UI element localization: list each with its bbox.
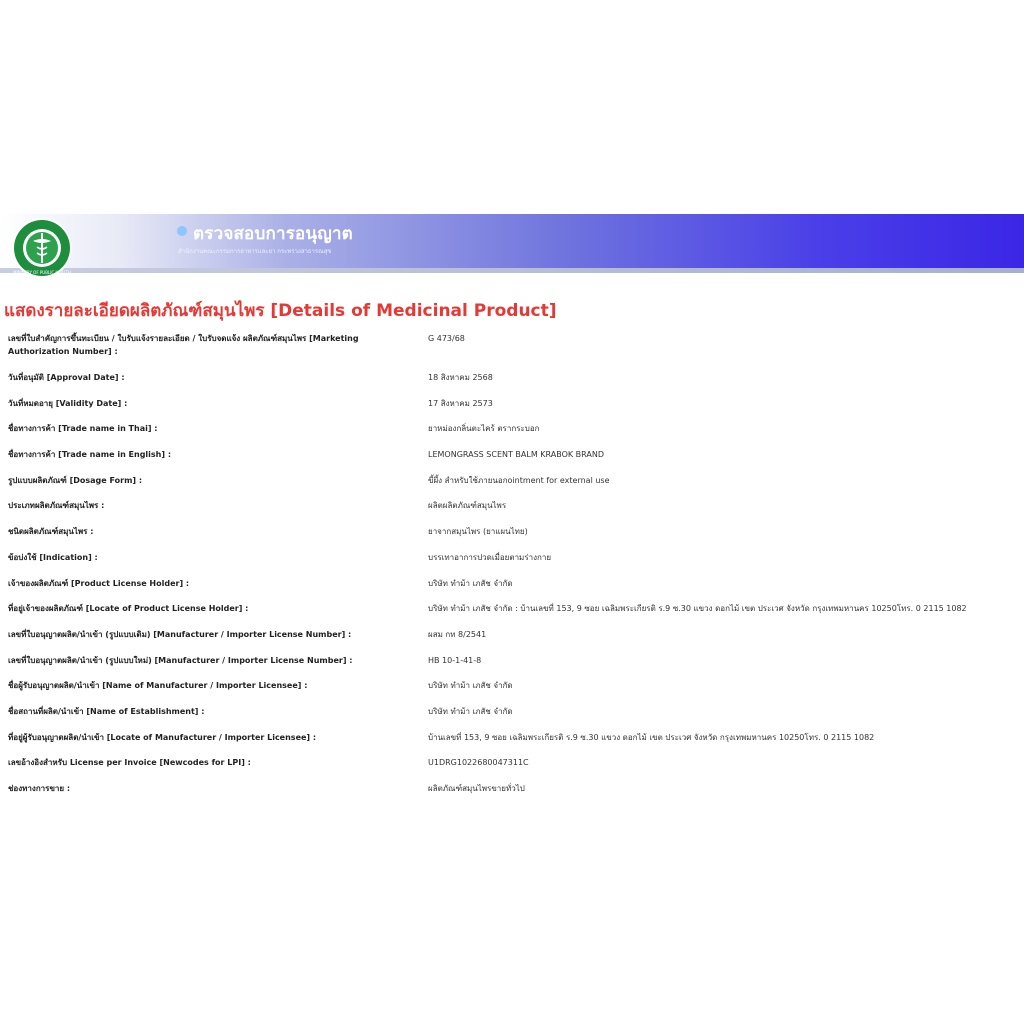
detail-row-product-type [8, 525, 1018, 551]
detail-value: ผสม กท 8/2541 [428, 629, 487, 639]
detail-row-indication [8, 551, 1018, 577]
detail-value: 17 สิงหาคม 2573 [428, 398, 493, 408]
detail-label: รูปแบบผลิตภัณฑ์ [Dosage Form] : [8, 475, 143, 485]
detail-label: ช่องทางการขาย : [8, 784, 71, 793]
detail-row-license-number-new [8, 654, 1018, 680]
detail-row-product-category [8, 499, 1018, 525]
detail-value: 18 สิงหาคม 2568 [428, 373, 493, 382]
detail-label: เลขที่ใบอนุญาตผลิต/นำเข้า (รูปแบบใหม่) [Manufacturer / Importer License Number] : [8, 655, 353, 665]
detail-label: ที่อยู่ผู้รับอนุญาตผลิต/นำเข้า [Locate of Manufacturer / Importer Licensee] : [8, 732, 317, 742]
detail-row-dosage-form [8, 474, 1018, 500]
detail-value: ยาจากสมุนไพร (ยาแผนไทย) [428, 527, 528, 537]
detail-label: เลขอ้างอิงสำหรับ License per Invoice [Newcodes for LPI] : [8, 758, 251, 768]
detail-value: ผลิตผลิตภัณฑ์สมุนไพร [428, 501, 507, 511]
detail-label: วันที่อนุมัติ [Approval Date] : [8, 373, 125, 382]
detail-value: ยาหม่องกลิ่นตะไคร้ ตรากระบอก [428, 424, 540, 434]
detail-row-validity-date [8, 397, 1018, 423]
detail-label: ชื่อทางการค้า [Trade name in Thai] : [8, 424, 158, 434]
detail-row-establishment-name [8, 705, 1018, 731]
logo-caption: MINISTRY OF PUBLIC HEALTH [13, 270, 71, 275]
detail-label: ชื่อสถานที่ผลิต/นำเข้า [Name of Establishment] : [8, 706, 205, 716]
site-title: ตรวจสอบการอนุญาต [193, 224, 353, 244]
detail-label: ชื่อทางการค้า [Trade name in English] : [8, 450, 172, 460]
detail-table [8, 332, 1018, 808]
detail-row-license-number-old [8, 628, 1018, 654]
detail-label: ประเภทผลิตภัณฑ์สมุนไพร : [8, 501, 105, 511]
bullet-icon [177, 226, 187, 236]
detail-row-marketing-authorization [8, 332, 1018, 371]
site-subtitle: สำนักงานคณะกรรมการอาหารและยา กระทรวงสาธารณสุข [178, 248, 332, 255]
detail-label: ที่อยู่เจ้าของผลิตภัณฑ์ [Locate of Product License Holder] : [8, 604, 249, 614]
detail-value: ขี้ผึ้ง สำหรับใช้ภายนอกointment for external use [428, 475, 610, 485]
detail-value: ผลิตภัณฑ์สมุนไพรขายทั่วไป [428, 784, 525, 793]
detail-value: U1DRG1022680047311C [428, 758, 529, 768]
detail-value: บริษัท ทำม้า เภสัช จำกัด : บ้านเลขที่ 153, 9 ซอย เฉลิมพระเกียรติ ร.9 ซ.30 แขวง ดอกไม้ เขต ประเวศ จังหวัด กรุงเทพมหานคร 10250โทร. 0 2115 1082 [428, 604, 967, 614]
detail-label: ข้อบ่งใช้ [Indication] : [8, 552, 98, 562]
detail-row-manufacturer-name [8, 679, 1018, 705]
detail-row-license-holder [8, 577, 1018, 603]
detail-label: วันที่หมดอายุ [Validity Date] : [8, 398, 128, 408]
detail-row-license-holder-address [8, 602, 1018, 628]
detail-row-sales-channel [8, 782, 1018, 808]
detail-value: บริษัท ทำม้า เภสัช จำกัด [428, 578, 513, 588]
detail-row-trade-name-english [8, 448, 1018, 474]
detail-label: เจ้าของผลิตภัณฑ์ [Product License Holder] : [8, 578, 190, 588]
detail-value: G 473/68 [428, 334, 465, 343]
page-title: แสดงรายละเอียดผลิตภัณฑ์สมุนไพร [Details of Medicinal Product] [4, 301, 557, 321]
header-divider [0, 268, 1024, 273]
detail-row-manufacturer-address [8, 731, 1018, 757]
detail-value: บริษัท ทำม้า เภสัช จำกัด [428, 681, 513, 691]
header-banner [0, 214, 1024, 268]
detail-label: เลขที่ใบสำคัญการขึ้นทะเบียน / ใบรับแจ้งรายละเอียด / ใบรับจดแจ้ง ผลิตภัณฑ์สมุนไพร [Marketing Authorization Number] : [8, 334, 359, 356]
detail-row-approval-date [8, 371, 1018, 397]
detail-value: บรรเทาอาการปวดเมื่อยตามร่างกาย [428, 552, 552, 562]
detail-row-lpi-code [8, 756, 1018, 782]
detail-value: บริษัท ทำม้า เภสัช จำกัด [428, 706, 513, 716]
detail-value: HB 10-1-41-8 [428, 655, 482, 665]
detail-row-trade-name-thai [8, 422, 1018, 448]
detail-label: ชนิดผลิตภัณฑ์สมุนไพร : [8, 527, 94, 537]
detail-value: บ้านเลขที่ 153, 9 ซอย เฉลิมพระเกียรติ ร.9 ซ.30 แขวง ดอกไม้ เขต ประเวศ จังหวัด กรุงเทพมหานคร 10250โทร. 0 2115 1082 [428, 732, 875, 742]
detail-label: เลขที่ใบอนุญาตผลิต/นำเข้า (รูปแบบเดิม) [Manufacturer / Importer License Number] : [8, 629, 352, 639]
detail-value: LEMONGRASS SCENT BALM KRABOK BRAND [428, 450, 605, 460]
detail-label: ชื่อผู้รับอนุญาตผลิต/นำเข้า [Name of Manufacturer / Importer Licensee] : [8, 681, 308, 691]
ministry-logo[interactable] [11, 217, 73, 279]
